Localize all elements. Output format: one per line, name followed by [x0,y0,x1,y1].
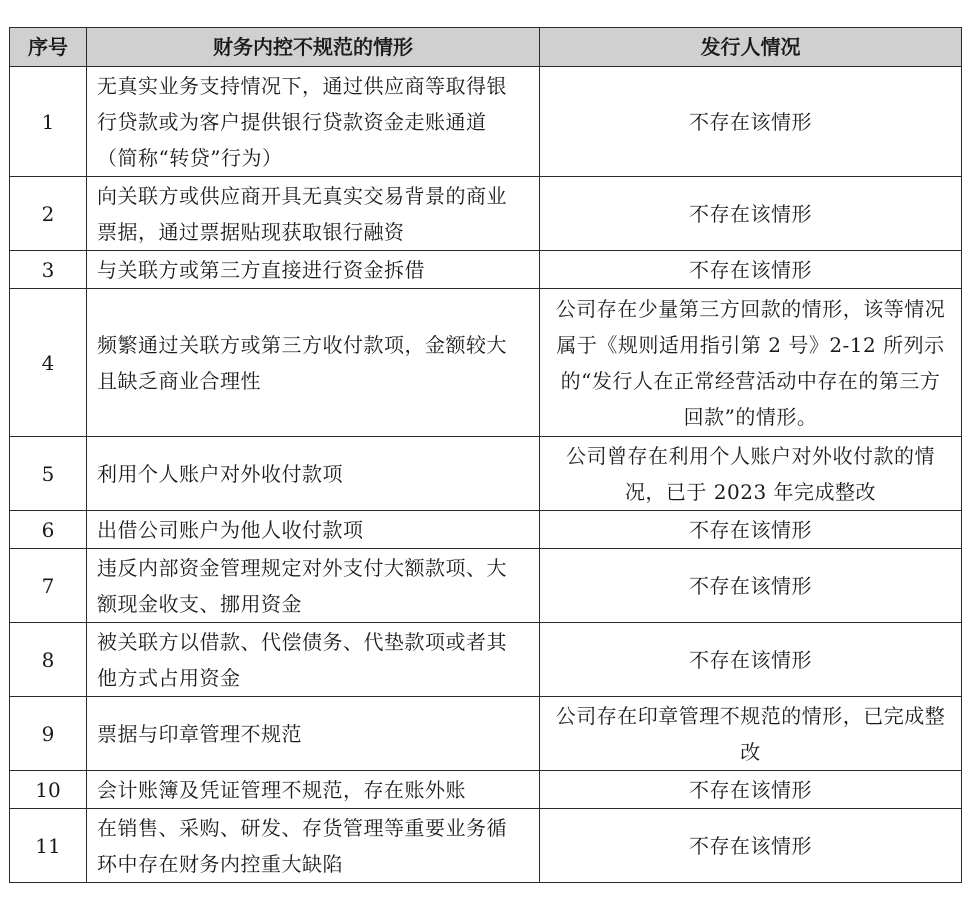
table-row [10,549,962,623]
row-status: 不存在该情形 [540,511,962,549]
row-index: 8 [10,623,87,697]
row-status: 公司曾存在利用个人账户对外收付款的情况，已于 2023 年完成整改 [540,437,962,511]
table-row [10,437,962,511]
table-row [10,511,962,549]
row-issue: 频繁通过关联方或第三方收付款项，金额较大且缺乏商业合理性 [87,289,540,437]
table-row [10,177,962,251]
row-status: 不存在该情形 [540,251,962,289]
row-status: 不存在该情形 [540,771,962,809]
table-row [10,623,962,697]
table-row [10,809,962,883]
row-index: 9 [10,697,87,771]
header-row [10,28,962,67]
row-index: 6 [10,511,87,549]
table-row [10,67,962,177]
row-index: 10 [10,771,87,809]
row-status: 不存在该情形 [540,177,962,251]
row-index: 3 [10,251,87,289]
row-issue: 与关联方或第三方直接进行资金拆借 [87,251,540,289]
internal-control-table [9,27,962,883]
row-issue: 会计账簿及凭证管理不规范，存在账外账 [87,771,540,809]
row-issue: 利用个人账户对外收付款项 [87,437,540,511]
row-index: 4 [10,289,87,437]
row-issue: 向关联方或供应商开具无真实交易背景的商业票据，通过票据贴现获取银行融资 [87,177,540,251]
row-issue: 无真实业务支持情况下，通过供应商等取得银行贷款或为客户提供银行贷款资金走账通道（简称“转贷”行为） [87,67,540,177]
row-index: 11 [10,809,87,883]
row-status: 不存在该情形 [540,549,962,623]
table-container [9,27,961,883]
header-status: 发行人情况 [540,28,962,67]
row-status: 不存在该情形 [540,623,962,697]
header-index: 序号 [10,28,87,67]
table-row [10,771,962,809]
row-status: 不存在该情形 [540,67,962,177]
row-issue: 票据与印章管理不规范 [87,697,540,771]
row-status: 不存在该情形 [540,809,962,883]
table-row [10,697,962,771]
header-issue: 财务内控不规范的情形 [87,28,540,67]
row-issue: 被关联方以借款、代偿债务、代垫款项或者其他方式占用资金 [87,623,540,697]
table-row [10,251,962,289]
row-issue: 违反内部资金管理规定对外支付大额款项、大额现金收支、挪用资金 [87,549,540,623]
row-index: 1 [10,67,87,177]
row-index: 2 [10,177,87,251]
table-row [10,289,962,437]
row-status: 公司存在少量第三方回款的情形，该等情况属于《规则适用指引第 2 号》2-12 所列示的“发行人在正常经营活动中存在的第三方回款”的情形。 [540,289,962,437]
row-status: 公司存在印章管理不规范的情形，已完成整改 [540,697,962,771]
row-index: 7 [10,549,87,623]
row-index: 5 [10,437,87,511]
row-issue: 在销售、采购、研发、存货管理等重要业务循环中存在财务内控重大缺陷 [87,809,540,883]
row-issue: 出借公司账户为他人收付款项 [87,511,540,549]
